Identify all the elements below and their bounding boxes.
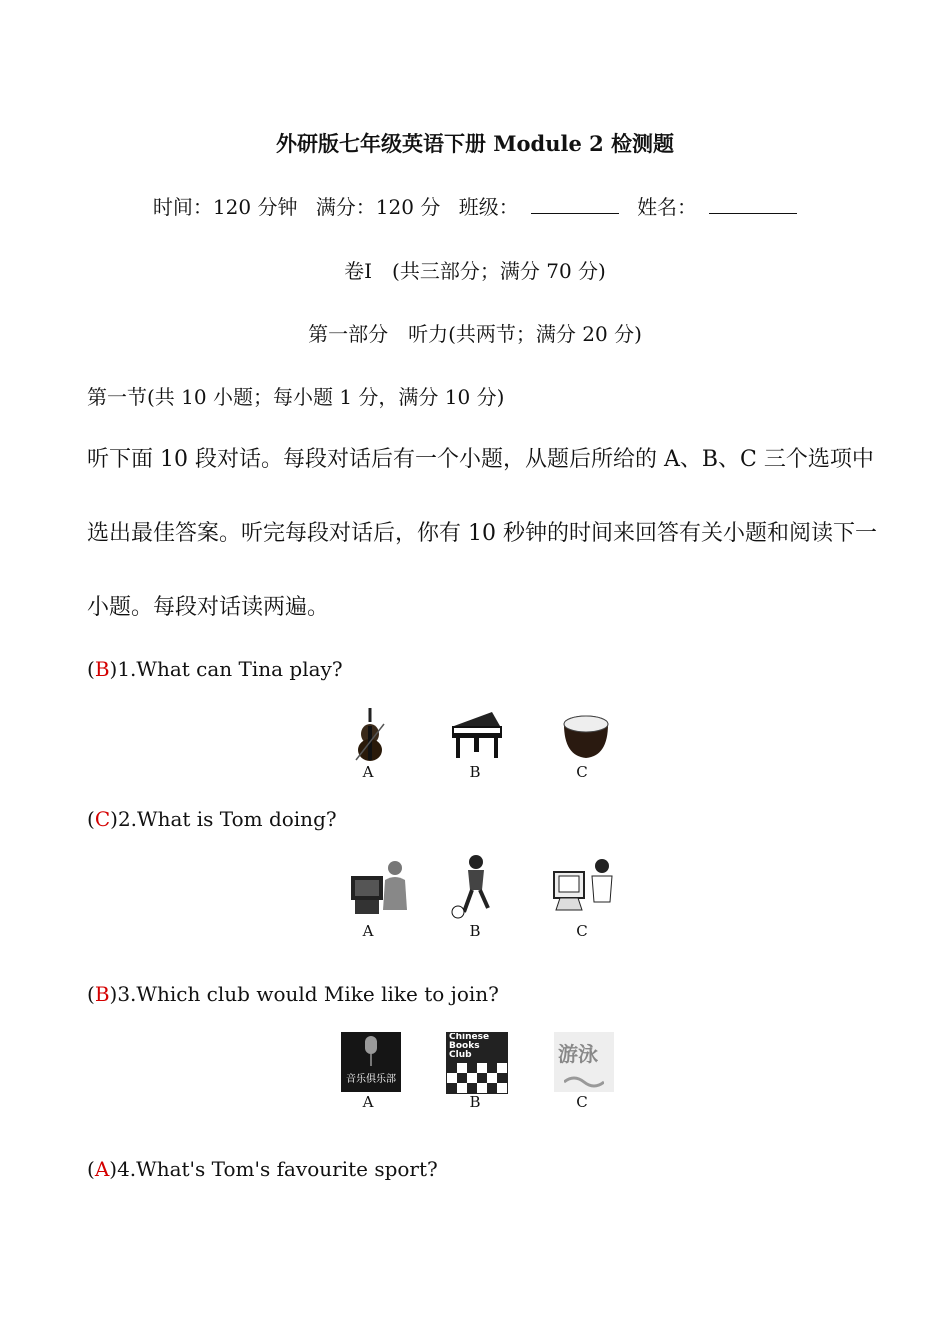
time-info: 时间：120 分钟: [152, 195, 298, 219]
swimmer-icon: [564, 1068, 604, 1090]
answer-4: A: [94, 1157, 110, 1181]
playing-football-icon: [446, 854, 506, 920]
option-c-label: C: [576, 922, 588, 940]
class-label: 班级：: [458, 195, 519, 219]
option-a-label: A: [362, 922, 374, 940]
microphone-icon: [361, 1036, 381, 1066]
name-label: 姓名：: [637, 195, 698, 219]
option-a-label: A: [362, 763, 374, 781]
question-1: (B)1.What can Tina play?: [87, 657, 343, 681]
books-club-poster: [446, 1032, 508, 1094]
volume-heading: 卷Ⅰ (共三部分；满分 70 分): [344, 259, 606, 283]
checkerboard-icon: [447, 1063, 507, 1093]
answer-2: C: [94, 807, 111, 831]
option-c-label: C: [576, 1093, 588, 1111]
section-heading: 第一节(共 10 小题；每小题 1 分，满分 10 分): [87, 385, 505, 409]
option-c-label: C: [576, 763, 588, 781]
using-computer-icon: [550, 854, 618, 920]
question-3: (B)3.Which club would Mike like to join?: [87, 982, 499, 1006]
instructions: 听下面 10 段对话。每段对话后有一个小题，从题后所给的 A、B、C 三个选项中选出最佳答案。听完每段对话后，你有 10 秒钟的时间来回答有关小题和阅读下一小题。每段对话读两遍。: [87, 447, 877, 620]
watching-tv-icon: [347, 854, 411, 920]
question-text: 4.What's Tom's favourite sport?: [117, 1157, 438, 1181]
answer-1: B: [94, 657, 110, 681]
question-3-options: [0, 1030, 950, 1115]
swimming-text: 游泳: [558, 1042, 598, 1066]
swimming-poster: [554, 1032, 614, 1092]
part-heading: 第一部分 听力(共两节；满分 20 分): [308, 322, 642, 346]
music-club-poster: [341, 1032, 401, 1092]
option-b-label: B: [469, 763, 481, 781]
question-text: 1.What can Tina play?: [117, 657, 343, 681]
question-2: (C)2.What is Tom doing?: [87, 807, 337, 831]
class-blank[interactable]: [531, 195, 619, 214]
question-2-options: [0, 852, 950, 942]
option-b-label: B: [469, 1093, 481, 1111]
score-info: 满分：120 分: [315, 195, 441, 219]
answer-3: B: [94, 982, 110, 1006]
piano-icon: [446, 704, 506, 764]
question-text: 3.Which club would Mike like to join?: [117, 982, 499, 1006]
drum-icon: [556, 704, 616, 764]
violin-icon: [340, 704, 400, 764]
option-a-label: A: [362, 1093, 374, 1111]
question-4: (A)4.What's Tom's favourite sport?: [87, 1157, 438, 1181]
name-blank[interactable]: [709, 195, 797, 214]
question-text: 2.What is Tom doing?: [117, 807, 337, 831]
question-1-options: [0, 700, 950, 785]
exam-meta: [0, 191, 950, 220]
option-b-label: B: [469, 922, 481, 940]
books-club-text: Chinese Books Club: [449, 1032, 490, 1060]
music-club-text: 音乐俱乐部: [346, 1074, 396, 1085]
page-title: 外研版七年级英语下册 Module 2 检测题: [275, 131, 675, 156]
